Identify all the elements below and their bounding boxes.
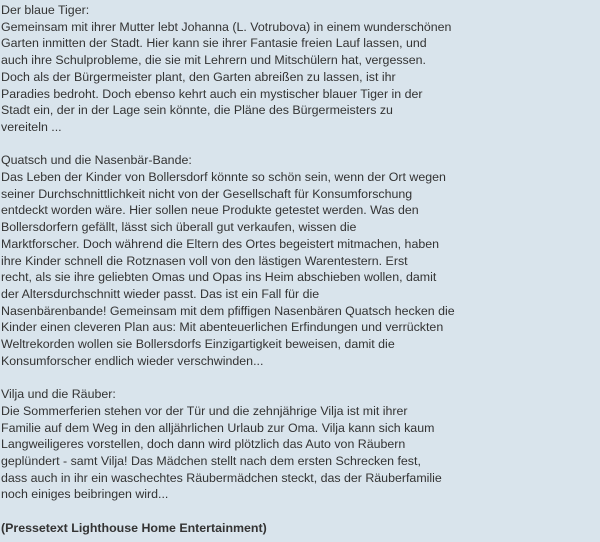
text-line: Nasenbärenbande! Gemeinsam mit dem pfiffigen Nasenbären Quatsch hecken die (1, 303, 455, 318)
text-line: Paradies bedroht. Doch ebenso kehrt auch ein mystischer blauer Tiger in der (1, 86, 423, 101)
text-line: Familie auf dem Weg in den alljährlichen Urlaub zur Oma. Vilja kann sich kaum (1, 420, 435, 435)
text-line: entdeckt worden wäre. Hier sollen neue Produkte getestet werden. Was den (1, 203, 419, 218)
text-line: vereiteln ... (1, 119, 62, 134)
text-line: Konsumforscher endlich wieder verschwinden... (1, 353, 264, 368)
press-credit: (Pressetext Lighthouse Home Entertainment) (1, 520, 267, 535)
text-line: Garten inmitten der Stadt. Hier kann sie ihrer Fantasie freien Lauf lassen, und (1, 36, 427, 51)
text-line: Stadt ein, der in der Lage sein könnte, die Pläne des Bürgermeisters zu (1, 103, 393, 118)
section-der-blaue-tiger (1, 2, 600, 136)
text-line: noch einiges beibringen wird... (1, 487, 169, 502)
text-line: geplündert - samt Vilja! Das Mädchen stellt nach dem ersten Schrecken fest, (1, 453, 421, 468)
text-line: Bollersdorfern gefällt, lässt sich überall gut verkaufen, wissen die (1, 220, 357, 235)
text-line: Das Leben der Kinder von Bollersdorf könnte so schön sein, wenn der Ort wegen (1, 170, 446, 185)
text-line: dass auch in ihr ein waschechtes Räubermädchen steckt, das der Räuberfamilie (1, 470, 442, 485)
section-quatsch-und-die-nasenbaer-bande (1, 152, 600, 369)
text-line: Weltrekorden wollen sie Bollersdorfs Einzigartigkeit beweisen, damit die (1, 337, 395, 352)
text-line: Marktforscher. Doch während die Eltern des Ortes begeistert mitmachen, haben (1, 236, 440, 251)
text-line: auch ihre Schulprobleme, die sie mit Lehrern und Mitschülern hat, vergessen. (1, 53, 426, 68)
text-line: Gemeinsam mit ihrer Mutter lebt Johanna (L. Votrubova) in einem wunderschönen (1, 19, 452, 34)
section-title: Quatsch und die Nasenbär-Bande: (1, 153, 192, 168)
section-vilja-und-die-raeuber (1, 386, 600, 503)
text-line: seiner Durchschnittlichkeit nicht von der Gesellschaft für Konsumforschung (1, 186, 413, 201)
text-line: ihre Kinder schnell die Rotznasen voll von den lästigen Warentestern. Erst (1, 253, 408, 268)
text-line: Langweiligeres vorstellen, doch dann wird plötzlich das Auto von Räubern (1, 437, 406, 452)
section-title: Vilja und die Räuber: (1, 387, 116, 402)
section-title: Der blaue Tiger: (1, 3, 90, 17)
text-line: Doch als der Bürgermeister plant, den Garten abreißen zu lassen, ist ihr (1, 69, 396, 84)
text-line: recht, als sie ihre geliebten Omas und Opas ins Heim abschieben wollen, damit (1, 270, 437, 285)
text-line: der Altersdurchschnitt wieder passt. Das ist ein Fall für die (1, 286, 320, 301)
text-line: Die Sommerferien stehen vor der Tür und die zehnjährige Vilja ist mit ihrer (1, 403, 408, 418)
text-line: Kinder einen cleveren Plan aus: Mit abenteuerlichen Erfindungen und verrückten (1, 320, 444, 335)
